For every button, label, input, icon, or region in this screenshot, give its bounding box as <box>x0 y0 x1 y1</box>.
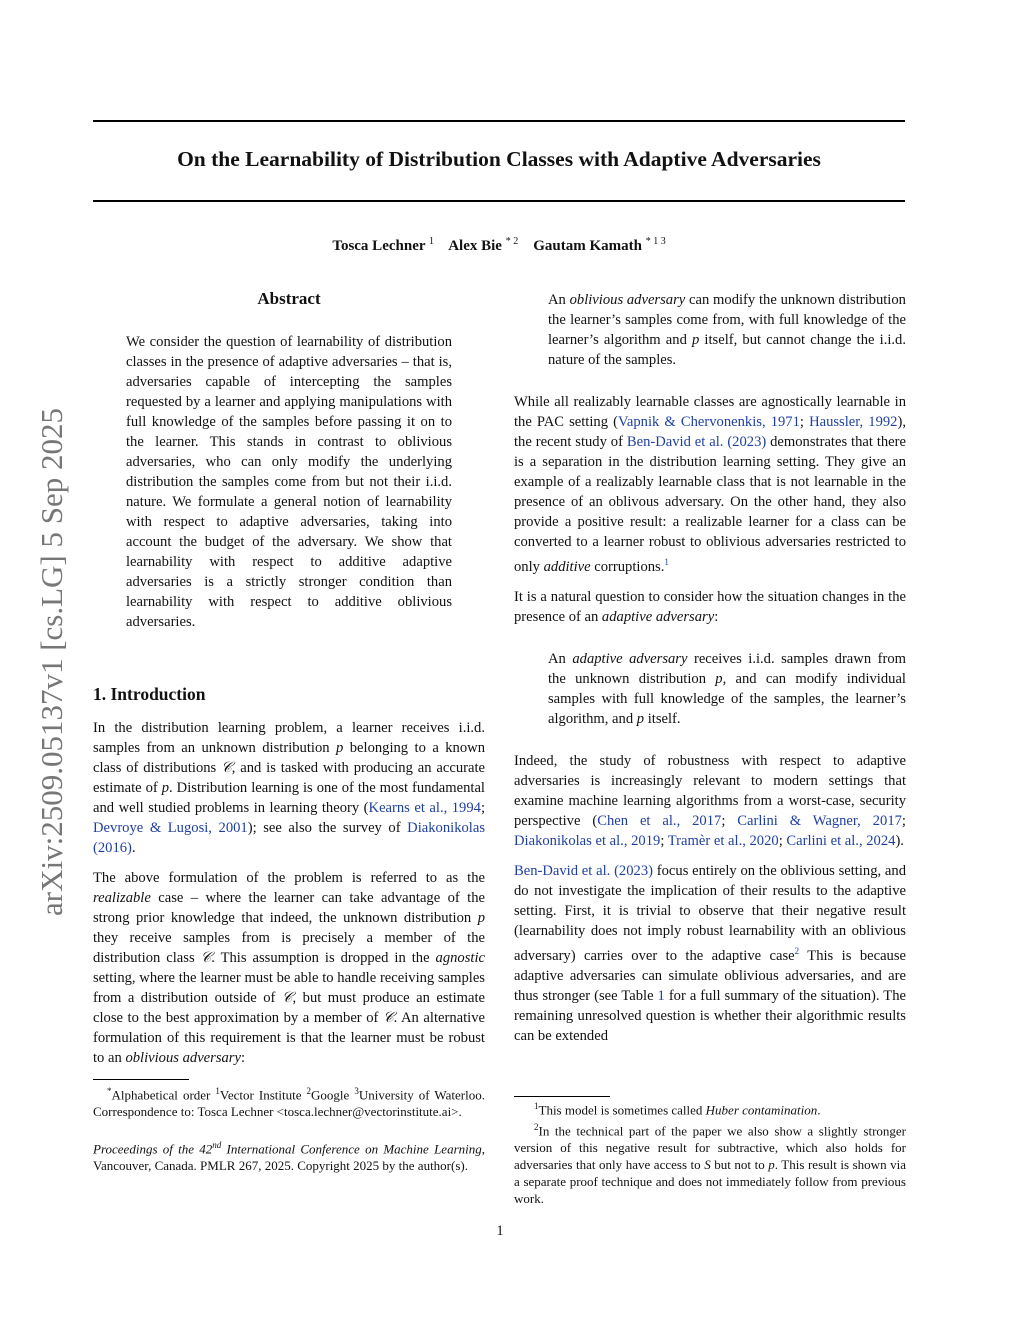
citation-link[interactable]: Carlini & Wagner, 2017 <box>737 812 902 829</box>
footnotes-left <box>93 1083 485 1175</box>
citation-link[interactable]: Kearns et al., 1994 <box>368 800 481 816</box>
citation-link[interactable]: Carlini et al., 2024 <box>786 832 896 849</box>
paper-title: On the Learnability of Distribution Classes with Adaptive Adversaries <box>177 147 821 171</box>
footnotes-right <box>514 1098 906 1207</box>
section-heading-introduction: 1. Introduction <box>93 684 206 704</box>
title-bottom-rule <box>93 200 905 202</box>
intro-paragraph: In the distribution learning problem, a learner receives i.i.d. samples from an unknown distribution p belonging to a known class of distributions 𝒞, and is tasked with producing an accurate estimate of p. Distribution learning is one of the most fundamental and well studied problems in learning theory (Kearns et al., 1994; Devroye & Lugosi, 2001); see also the survey of Diakonikolas (2016). <box>93 720 485 856</box>
proceedings-note: Proceedings of the 42nd International Conference on Machine Learning, Vancouver, Canada. PMLR 267, 2025. Copyright 2025 by the author(s). <box>93 1139 485 1174</box>
page-number: 1 <box>496 1223 504 1239</box>
table-reference-link[interactable]: 1 <box>657 987 665 1004</box>
body-paragraph: Ben-David et al. (2023) focus entirely on the oblivious setting, and do not investigate the implication of their results to the adaptive setting. First, it is trivial to observe that their negative result (learnability does not imply robust learnability with an oblivious adversary) carries over to the adaptive case$^2$ This is because adaptive adversaries can simulate oblivious adversaries, and are thus stronger (see Table 1 for a full summary of the situation). The remaining unresolved question is whether their algorithmic results can be extended <box>514 862 906 1044</box>
citation-link[interactable]: Vapnik & Chervonenkis, 1971 <box>617 414 800 430</box>
citation-link[interactable]: Tramèr et al., 2020 <box>667 832 779 849</box>
right-column <box>514 290 906 1046</box>
body-paragraph: It is a natural question to consider how the situation changes in the presence of an adaptive adversary: <box>514 588 906 625</box>
author-name: Tosca Lechner <box>332 238 426 254</box>
footnote-marker[interactable]: 2 <box>794 945 800 956</box>
definition-oblivious-adversary: An oblivious adversary can modify the unknown distribution the learner’s samples come from, with full knowledge of the learner’s algorithm and p itself, but cannot change the i.i.d. nature of the samples. <box>548 292 906 368</box>
body-paragraph: While all realizably learnable classes are agnostically learnable in the PAC setting (Vapnik & Chervonenkis, 1971; Haussler, 1992), the recent study of Ben-David et al. (2023) demonstrates that there is a separation in the distribution learning setting. They give an example of a realizably learnable class that is not learnable in the presence of an oblivous adversary. On the other hand, they also provide a positive result: a realizable learner for a class can be converted to a learner robust to oblivious adversaries restricted to only additive corruptions.$^1$ <box>514 394 906 575</box>
affiliation-footnote: *Alphabetical order $^1$Vector Institute $^2$Google $^3$University of Waterloo. Correspondence to: Tosca Lechner <tosca.lechner@vectorinstitute.ai>. <box>93 1086 485 1120</box>
author-list <box>93 236 905 255</box>
intro-paragraph: The above formulation of the problem is referred to as the realizable case – where the learner can take advantage of the strong prior knowledge that indeed, the unknown distribution p they receive samples from is precisely a member of the distribution class 𝒞. This assumption is dropped in the agnostic setting, where the learner must be able to handle receiving samples from a distribution outside of 𝒞, but must produce an estimate close to the best approximation by a member of 𝒞. An alternative formulation of this requirement is that the learner must be robust to an oblivious adversary: <box>93 870 486 1066</box>
author-affiliation-mark: * 1 3 <box>645 236 666 247</box>
footnote-marker[interactable]: 1 <box>664 557 669 567</box>
abstract-heading: Abstract <box>257 289 321 308</box>
footnote-rule <box>514 1096 610 1097</box>
citation-link[interactable]: Ben-David et al. (2023) <box>626 434 767 450</box>
author-affiliation-mark: * 2 <box>505 236 519 247</box>
citation-link[interactable]: Chen et al., 2017 <box>597 812 722 829</box>
citation-link[interactable]: Ben-David et al. (2023) <box>514 862 653 879</box>
author-name: Alex Bie <box>448 238 502 254</box>
introduction-column <box>93 718 485 1068</box>
body-paragraph: Indeed, the study of robustness with respect to adaptive adversaries is increasingly relevant to modern settings that examine machine learning algorithms from a worst-case, security perspective (Chen et al., 2017; Carlini & Wagner, 2017; Diakonikolas et al., 2019; Tramèr et al., 2020; Carlini et al., 2024). <box>514 752 906 849</box>
footnote-1: $^1$This model is sometimes called Huber contamination. <box>534 1101 821 1118</box>
author-affiliation-mark: 1 <box>429 236 434 247</box>
definition-adaptive-adversary: An adaptive adversary receives i.i.d. samples drawn from the unknown distribution p, and can modify individual samples with full knowledge of the samples, the learner’s algorithm, and p itself. <box>548 650 906 727</box>
citation-link[interactable]: Diakonikolas (2016) <box>93 820 485 856</box>
citation-link[interactable]: Devroye & Lugosi, 2001 <box>93 820 248 836</box>
author-name: Gautam Kamath <box>533 238 642 254</box>
footnote-2: $^2$In the technical part of the paper we also show a slightly stronger version of this negative result for subtractive, which also holds for adversaries that only have access to S but not to p. This result is shown via a separate proof technique and does not immediately follow from previous work. <box>514 1122 906 1206</box>
citation-link[interactable]: Haussler, 1992 <box>809 414 898 430</box>
abstract-body <box>126 332 452 632</box>
abstract-text: We consider the question of learnability of distribution classes in the presence of adaptive adversaries – that is, adversaries capable of intercepting the samples requested by a learner and applying manipulations with full knowledge of the samples before passing it on to the learner. This stands in contrast to oblivious adversaries, who can only modify the underlying distribution the samples come from but not their i.i.d. nature. We formulate a general notion of learnability with respect to adaptive adversaries, taking into account the budget of the adversary. We show that learnability with respect to additive adaptive adversaries is a strictly stronger condition than learnability with respect to additive oblivious adversaries. <box>126 334 452 630</box>
arxiv-identifier: arXiv:2509.05137v1 [cs.LG] 5 Sep 2025 <box>34 408 69 916</box>
citation-link[interactable]: Diakonikolas et al., 2019 <box>514 832 661 849</box>
title-top-rule <box>93 120 905 122</box>
footnote-rule <box>93 1079 189 1080</box>
